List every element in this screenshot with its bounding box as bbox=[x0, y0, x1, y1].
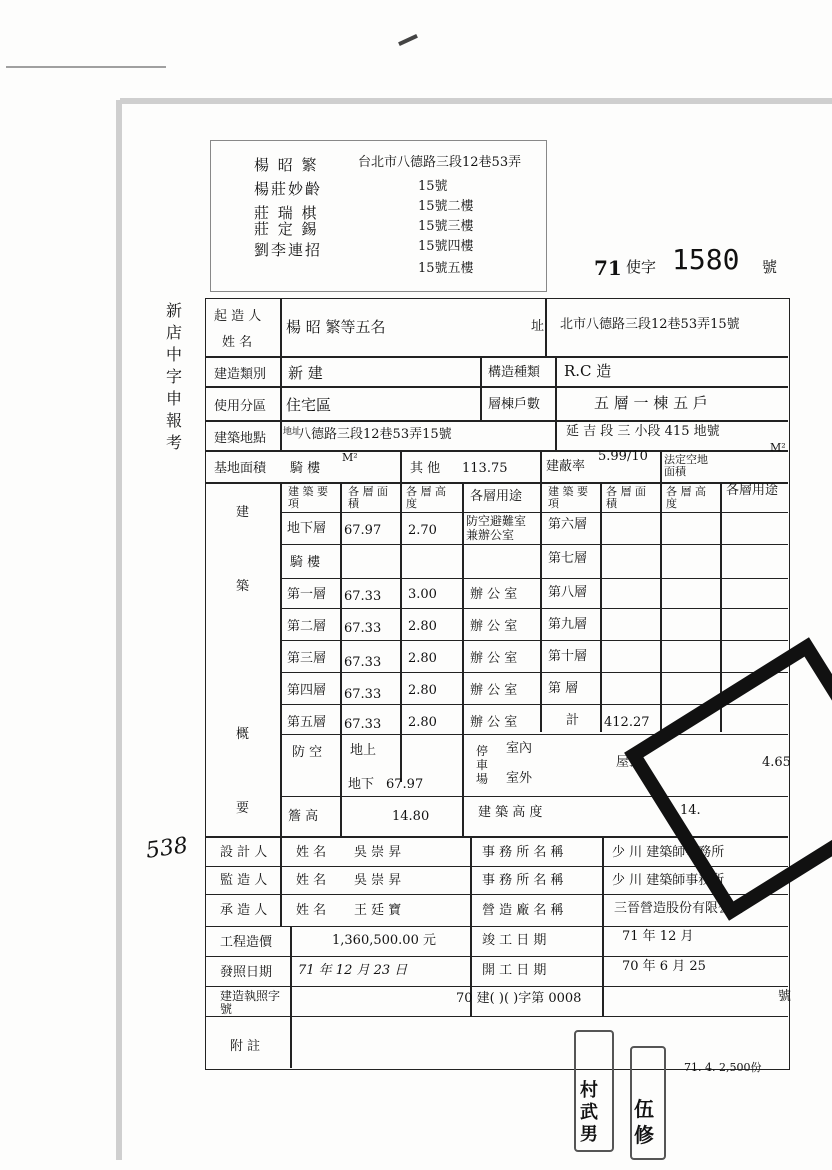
eave-height-label: 簷 高 bbox=[288, 809, 319, 824]
eave-height-value: 14.80 bbox=[392, 809, 430, 824]
floor-height: 3.00 bbox=[408, 587, 437, 602]
parking-in: 室內 bbox=[506, 741, 533, 756]
col-header: 各 層 面 積 bbox=[348, 485, 388, 510]
col-header: 各 層 高 度 bbox=[406, 485, 446, 510]
seal-stamp-text: 伍修 bbox=[634, 1097, 654, 1147]
permit-type: 使字 bbox=[626, 258, 657, 276]
floor-area: 67.33 bbox=[344, 717, 382, 732]
scan-mark bbox=[6, 66, 166, 68]
floor-use: 辦 公 室 bbox=[470, 587, 518, 602]
site-value: 八德路三段12巷53弄15號 bbox=[298, 427, 452, 442]
owner-name: 楊莊妙齡 bbox=[254, 180, 323, 198]
floor-height: 2.80 bbox=[408, 683, 437, 698]
builder-address: 北市八德路三段12巷53弄15號 bbox=[560, 317, 740, 332]
col-header: 各層用途 bbox=[470, 489, 523, 504]
owner-unit: 15號二樓 bbox=[418, 199, 474, 214]
owner-unit: 15號五樓 bbox=[418, 261, 474, 276]
floor-area: 67.97 bbox=[344, 523, 382, 538]
parking-label: 停車場 bbox=[476, 744, 489, 786]
floors-label: 層棟戶數 bbox=[488, 397, 541, 412]
area-label: 基地面積 bbox=[214, 461, 267, 476]
start-value: 70 年 6 月 25 bbox=[622, 959, 706, 974]
office-label: 事 務 所 名 稱 bbox=[482, 873, 564, 888]
floor-use: 防空避難室兼辦公室 bbox=[466, 514, 527, 542]
table-side-label: 建 bbox=[236, 505, 250, 520]
roof-value: 4.65 bbox=[762, 755, 791, 770]
paper-edge-left bbox=[116, 100, 122, 1160]
floor-item-right: 第八層 bbox=[548, 585, 588, 600]
name-label: 姓 名 bbox=[296, 845, 327, 860]
setback-below-value: 67.97 bbox=[386, 777, 424, 792]
owner-address: 台北市八德路三段12巷53弄 bbox=[358, 155, 522, 170]
build-type-value: 新 建 bbox=[288, 364, 323, 382]
floor-height: 2.70 bbox=[408, 523, 437, 538]
completion-label: 竣 工 日 期 bbox=[482, 933, 547, 948]
floor-item: 第四層 bbox=[287, 683, 327, 698]
structure-label: 構造種類 bbox=[488, 365, 541, 380]
total-area: 412.27 bbox=[604, 715, 650, 730]
col-header: 各 層 高 度 bbox=[666, 485, 706, 510]
note-label: 附 註 bbox=[230, 1039, 261, 1054]
floor-item: 第二層 bbox=[287, 619, 327, 634]
other-value: 113.75 bbox=[462, 461, 508, 476]
cost-value: 1,360,500.00 元 bbox=[332, 933, 436, 948]
license-value: 70 建( )( )字第 0008 bbox=[456, 991, 582, 1006]
setback-above: 地上 bbox=[350, 743, 377, 758]
cost-label: 工程造價 bbox=[220, 935, 273, 950]
license-label: 建造執照字號 bbox=[220, 989, 281, 1016]
seal-stamp-text: 村武男 bbox=[580, 1080, 598, 1145]
floor-height: 2.80 bbox=[408, 715, 437, 730]
owner-name: 莊 定 錫 bbox=[254, 220, 319, 238]
owner-unit: 15號三樓 bbox=[418, 219, 474, 234]
col-header: 建 築 要 項 bbox=[548, 485, 588, 510]
floor-item: 騎 樓 bbox=[290, 555, 321, 570]
build-type-label: 建造類別 bbox=[214, 367, 267, 382]
floor-use: 辦 公 室 bbox=[470, 619, 518, 634]
start-label: 開 工 日 期 bbox=[482, 963, 547, 978]
permit-number: 1580 bbox=[672, 243, 740, 276]
margin-number: 538 bbox=[144, 833, 190, 864]
lot-value: 延 吉 段 三 小段 415 地號 bbox=[566, 424, 720, 439]
site-prefix: 地址 bbox=[283, 427, 302, 437]
roof-label: 屋頂 bbox=[616, 755, 643, 770]
floor-item: 第三層 bbox=[287, 651, 327, 666]
bldg-height-label: 建 築 高 度 bbox=[478, 805, 543, 820]
margin-text: 新店中字 申報考 bbox=[166, 301, 183, 452]
floor-area: 67.33 bbox=[344, 621, 382, 636]
designer-label: 設 計 人 bbox=[220, 845, 268, 860]
floor-use: 辦 公 室 bbox=[470, 683, 518, 698]
floor-use: 辦 公 室 bbox=[470, 715, 518, 730]
floor-area: 67.33 bbox=[344, 589, 382, 604]
coverage-value: 5.99/10 bbox=[598, 449, 648, 464]
coverage-label: 建蔽率 bbox=[546, 459, 586, 474]
other-label: 其 他 bbox=[410, 461, 441, 476]
openspace-label: 法定空地面積 bbox=[664, 453, 708, 478]
owner-unit: 15號四樓 bbox=[418, 239, 474, 254]
floor-item-right: 計 bbox=[566, 713, 580, 728]
site-label: 建築地點 bbox=[214, 431, 267, 446]
name-label: 姓 名 bbox=[296, 873, 327, 888]
table-side-label: 要 bbox=[236, 801, 250, 816]
arcade-label: 騎 樓 bbox=[290, 461, 321, 476]
factory-label: 營 造 廠 名 稱 bbox=[482, 903, 564, 918]
floor-use: 辦 公 室 bbox=[470, 651, 518, 666]
floor-item: 第一層 bbox=[287, 587, 327, 602]
designer-office: 少 川 建築師事務所 bbox=[612, 845, 725, 860]
unit-m2-2: M² bbox=[770, 441, 786, 454]
paper-edge-top bbox=[120, 98, 832, 104]
office-label: 事 務 所 名 稱 bbox=[482, 845, 564, 860]
scan-mark bbox=[398, 34, 418, 46]
designer-name: 吳 崇 昇 bbox=[354, 845, 402, 860]
floor-area: 67.33 bbox=[344, 687, 382, 702]
floor-height: 2.80 bbox=[408, 619, 437, 634]
builder-address-label: 址 bbox=[531, 319, 545, 334]
floor-item: 地下層 bbox=[287, 521, 327, 536]
col-header: 各 層 面 積 bbox=[606, 485, 646, 510]
bldg-height-value: 14. bbox=[680, 803, 701, 818]
col-header: 建 築 要 項 bbox=[288, 485, 328, 510]
floor-item-right: 第七層 bbox=[548, 551, 588, 566]
builder-name: 楊 昭 繁等五名 bbox=[286, 318, 386, 336]
col-header: 各層用途 bbox=[726, 483, 779, 498]
supervisor-office: 少 川 建築師事務所 bbox=[612, 873, 725, 888]
builder-name-label: 姓 名 bbox=[222, 335, 253, 350]
setback-below: 地下 bbox=[348, 777, 375, 792]
permit-year: 71 bbox=[594, 256, 622, 280]
owner-name: 楊 昭 繁 bbox=[254, 156, 319, 174]
issue-value: 71 年 12 月 23 日 bbox=[298, 963, 408, 978]
builder-label: 起 造 人 bbox=[214, 309, 262, 324]
contractor-label: 承 造 人 bbox=[220, 903, 268, 918]
table-side-label: 築 bbox=[236, 579, 250, 594]
owner-name: 劉李連招 bbox=[254, 241, 323, 259]
floor-item-right: 第九層 bbox=[548, 617, 588, 632]
zoning-value: 住宅區 bbox=[286, 396, 332, 414]
owner-unit: 15號 bbox=[418, 179, 448, 194]
floor-item-right: 第六層 bbox=[548, 517, 588, 532]
parking-out: 室外 bbox=[506, 771, 533, 786]
floor-item-right: 第十層 bbox=[548, 649, 588, 664]
name-label: 姓 名 bbox=[296, 903, 327, 918]
floor-area: 67.33 bbox=[344, 655, 382, 670]
issue-label: 發照日期 bbox=[220, 965, 273, 980]
form-footer: 71. 4. 2,500份 bbox=[684, 1061, 762, 1074]
floor-item-right: 第 層 bbox=[548, 681, 579, 696]
floors-value: 五 層 一 棟 五 戶 bbox=[594, 394, 708, 412]
supervisor-label: 監 造 人 bbox=[220, 873, 268, 888]
contractor-name: 王 廷 寶 bbox=[354, 903, 402, 918]
supervisor-name: 吳 崇 昇 bbox=[354, 873, 402, 888]
setback-label: 防 空 bbox=[292, 745, 323, 760]
floor-item: 第五層 bbox=[287, 715, 327, 730]
floor-height: 2.80 bbox=[408, 651, 437, 666]
completion-value: 71 年 12 月 bbox=[622, 929, 694, 944]
table-side-label: 概 bbox=[236, 727, 250, 742]
unit-m2: M² bbox=[342, 451, 358, 464]
zoning-label: 使用分區 bbox=[214, 399, 267, 414]
permit-suffix: 號 bbox=[762, 258, 778, 276]
owner-name: 莊 瑞 棋 bbox=[254, 204, 319, 222]
license-suffix: 號 bbox=[778, 989, 792, 1004]
structure-value: R.C 造 bbox=[564, 362, 612, 380]
contractor-office: 三晉營造股份有限公司 bbox=[614, 901, 745, 916]
